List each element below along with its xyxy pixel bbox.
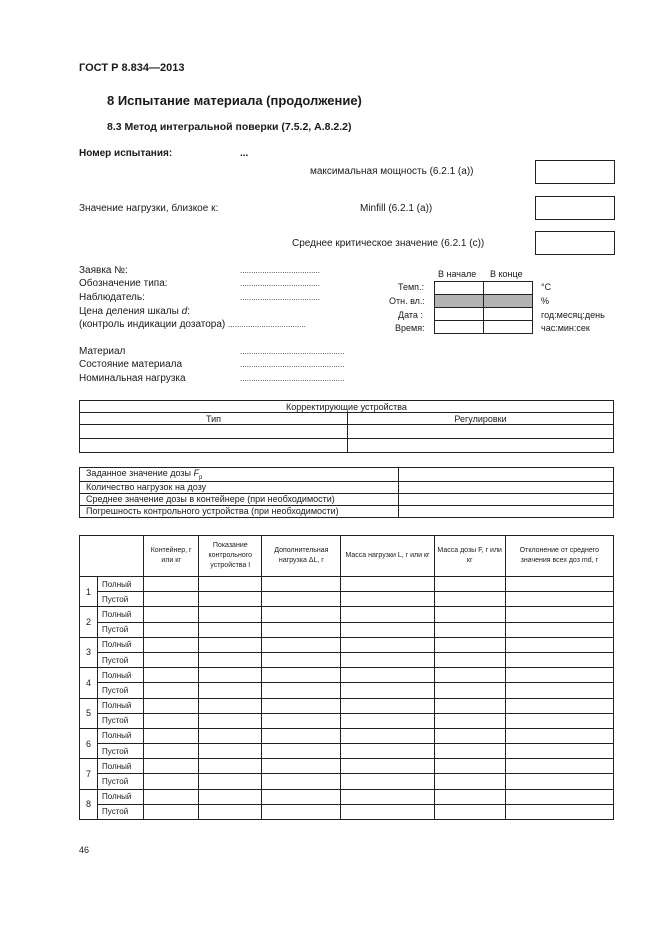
corrective-title: Корректирующие устройства [80,401,614,413]
result-cell[interactable] [341,668,434,683]
result-cell[interactable] [505,713,613,728]
result-cell[interactable] [434,577,505,592]
state-full: Полный [98,759,144,774]
setpoint-sub: p [199,474,203,481]
state-empty: Пустой [98,652,144,667]
scale-colon: : [187,306,190,317]
result-cell[interactable] [199,774,262,789]
result-cell[interactable] [199,789,262,804]
date-start[interactable] [435,308,484,321]
result-cell[interactable] [341,622,434,637]
result-cell[interactable] [434,713,505,728]
type-label: Обозначение типа: [79,278,168,289]
state-full: Полный [98,637,144,652]
col-start-label: В начале [438,269,477,279]
result-cell[interactable] [505,607,613,622]
row-number: 4 [80,668,98,698]
table-row [80,683,614,698]
result-cell[interactable] [505,759,613,774]
result-cell[interactable] [505,774,613,789]
result-cell[interactable] [144,592,199,607]
cell[interactable] [348,439,614,453]
result-cell[interactable] [341,607,434,622]
row-number: 6 [80,728,98,758]
temp-end[interactable] [484,282,533,295]
minfill-label: Minfill (6.2.1 (а)) [360,203,433,214]
result-cell[interactable] [434,637,505,652]
result-cell[interactable] [144,622,199,637]
result-cell[interactable] [144,713,199,728]
load-value-label: Значение нагрузки, близкое к: [79,203,219,214]
result-cell[interactable] [505,622,613,637]
table-row [80,493,614,505]
ctrl-error-label: Погрешность контрольного устройства (при необходимости) [80,505,399,517]
result-cell[interactable] [144,607,199,622]
result-cell[interactable] [199,683,262,698]
result-cell[interactable] [341,759,434,774]
col-type: Тип [80,413,348,425]
state-full: Полный [98,698,144,713]
humidity-label: Отн. вл.: [389,296,425,306]
result-cell[interactable] [144,759,199,774]
result-cell[interactable] [434,622,505,637]
table-row [80,744,614,759]
result-cell[interactable] [505,744,613,759]
result-cell[interactable] [341,652,434,667]
loads-per-dose-field[interactable] [399,481,614,493]
critical-value-label: Среднее критическое значение (6.2.1 (c)) [292,238,485,249]
time-start[interactable] [435,321,484,334]
observer-field[interactable]: .................................... [240,293,321,302]
result-cell[interactable] [434,744,505,759]
corrective-title-row [80,401,614,413]
application-field[interactable]: .................................... [240,266,321,275]
header-container: Контейнер, г или кг [144,536,199,577]
dose-table [79,467,614,518]
scale-variable: d [181,306,188,317]
result-cell[interactable] [434,592,505,607]
result-cell[interactable] [144,683,199,698]
unit-temp: °С [541,282,552,292]
result-cell[interactable] [199,728,262,743]
state-empty: Пустой [98,774,144,789]
result-cell[interactable] [144,804,199,819]
cell[interactable] [80,439,348,453]
corrective-header-row [80,413,614,425]
header-indication: Показание контрольного устройства I [199,536,262,577]
row-number: 5 [80,698,98,728]
row-number: 8 [80,789,98,819]
result-cell[interactable] [199,652,262,667]
header-additional-load: Дополнительная нагрузка ΔL, г [262,536,341,577]
header-deviation: Отклонение от среднего значения всех доз md, г [505,536,613,577]
result-cell[interactable] [341,728,434,743]
type-field[interactable]: .................................... [240,279,321,288]
setpoint-var: F [193,468,200,478]
ctrl-error-field[interactable] [399,505,614,517]
row-number: 3 [80,637,98,667]
temp-start[interactable] [435,282,484,295]
result-cell[interactable] [199,637,262,652]
table-row [80,728,614,743]
unit-date: год:месяц:день [541,310,605,320]
state-empty: Пустой [98,713,144,728]
result-cell[interactable] [199,592,262,607]
result-cell[interactable] [262,804,341,819]
result-cell[interactable] [262,652,341,667]
condition-label: Состояние материала [79,359,183,370]
table-row [80,759,614,774]
nominal-label: Номинальная нагрузка [79,373,186,384]
result-cell[interactable] [144,789,199,804]
table-row [80,505,614,517]
table-row [80,425,614,439]
state-empty: Пустой [98,592,144,607]
result-cell[interactable] [199,577,262,592]
row-number: 2 [80,607,98,637]
state-full: Полный [98,668,144,683]
result-cell[interactable] [505,804,613,819]
table-row [80,698,614,713]
section-subtitle: 8.3 Метод интегральной поверки (7.5.2, А.8.2.2) [107,121,352,133]
col-adjustments: Регулировки [348,413,614,425]
state-full: Полный [98,577,144,592]
result-cell[interactable] [434,698,505,713]
minfill-field[interactable] [535,196,615,220]
result-cell[interactable] [341,713,434,728]
result-cell[interactable] [199,607,262,622]
result-cell[interactable] [341,804,434,819]
result-cell[interactable] [144,637,199,652]
result-cell[interactable] [262,744,341,759]
material-field[interactable]: ............................................... [240,347,345,356]
result-cell[interactable] [505,592,613,607]
result-cell[interactable] [262,759,341,774]
table-row [80,577,614,592]
temp-label: Темп.: [398,282,425,292]
table-row [80,637,614,652]
results-header-row [80,536,614,577]
result-cell[interactable] [262,728,341,743]
table-row [80,439,614,453]
result-cell[interactable] [144,668,199,683]
result-cell[interactable] [341,789,434,804]
result-cell[interactable] [199,759,262,774]
scale-label-text: Цена деления шкалы [79,306,179,317]
result-cell[interactable] [199,713,262,728]
header-dose-mass: Масса дозы F, г или кг [434,536,505,577]
result-cell[interactable] [505,728,613,743]
loads-per-dose-label: Количество нагрузок на дозу [80,481,399,493]
result-cell[interactable] [341,698,434,713]
table-row [80,804,614,819]
date-end[interactable] [484,308,533,321]
result-cell[interactable] [199,804,262,819]
material-label: Материал [79,346,126,357]
humidity-end[interactable] [484,295,533,308]
result-cell[interactable] [434,652,505,667]
avg-dose-label: Среднее значение дозы в контейнере (при необходимости) [80,493,399,505]
result-cell[interactable] [341,744,434,759]
result-cell[interactable] [199,744,262,759]
humidity-start[interactable] [435,295,484,308]
cell[interactable] [348,425,614,439]
result-cell[interactable] [434,668,505,683]
setpoint-label [80,468,399,482]
row-number: 1 [80,577,98,607]
result-cell[interactable] [434,789,505,804]
state-empty: Пустой [98,683,144,698]
condition-field[interactable]: ............................................... [240,360,345,369]
row-number: 7 [80,759,98,789]
setpoint-text: Заданное значение дозы [86,468,192,478]
result-cell[interactable] [144,652,199,667]
col-end-label: В конце [490,269,523,279]
page-number: 46 [79,845,90,855]
header-load-mass: Масса нагрузки L, г или кг [341,536,434,577]
result-cell[interactable] [434,774,505,789]
result-cell[interactable] [505,698,613,713]
result-cell[interactable] [262,592,341,607]
application-label: Заявка №: [79,265,128,276]
scale-label [79,306,190,317]
result-cell[interactable] [434,804,505,819]
result-cell[interactable] [434,607,505,622]
result-cell[interactable] [505,668,613,683]
nominal-field[interactable]: ............................................... [240,374,345,383]
table-row [80,468,614,482]
result-cell[interactable] [262,577,341,592]
result-cell[interactable] [199,698,262,713]
result-cell[interactable] [144,728,199,743]
state-full: Полный [98,728,144,743]
table-row [80,774,614,789]
result-cell[interactable] [341,774,434,789]
result-cell[interactable] [262,789,341,804]
result-cell[interactable] [505,577,613,592]
critical-value-field[interactable] [535,231,615,255]
result-cell[interactable] [262,713,341,728]
table-row [80,607,614,622]
header-empty [80,536,144,577]
result-cell[interactable] [262,668,341,683]
result-cell[interactable] [262,683,341,698]
result-cell[interactable] [434,759,505,774]
result-cell[interactable] [341,592,434,607]
result-cell[interactable] [262,607,341,622]
result-cell[interactable] [505,683,613,698]
control-label-text: (контроль индикации дозатора) [79,319,226,330]
state-empty: Пустой [98,622,144,637]
result-cell[interactable] [505,789,613,804]
result-cell[interactable] [262,637,341,652]
corrective-devices-table [79,400,614,453]
result-cell[interactable] [505,652,613,667]
table-row [80,652,614,667]
humidity-row [435,295,533,308]
unit-humidity: % [541,296,550,306]
state-full: Полный [98,607,144,622]
result-cell[interactable] [341,683,434,698]
state-empty: Пустой [98,744,144,759]
date-row [435,308,533,321]
state-empty: Пустой [98,804,144,819]
table-row [80,592,614,607]
table-row [80,668,614,683]
result-cell[interactable] [144,774,199,789]
observer-label: Наблюдатель: [79,292,145,303]
date-label: Дата : [398,310,423,320]
result-cell[interactable] [434,683,505,698]
table-row [80,481,614,493]
test-number-label: Номер испытания: [79,148,173,159]
max-power-field[interactable] [535,160,615,184]
time-row [435,321,533,334]
result-cell[interactable] [144,577,199,592]
temp-row [435,282,533,295]
result-cell[interactable] [262,774,341,789]
result-cell[interactable] [144,698,199,713]
result-cell[interactable] [199,668,262,683]
table-row [80,622,614,637]
control-field[interactable]: ................................... [228,320,306,329]
table-row [80,789,614,804]
table-row [80,713,614,728]
result-cell[interactable] [341,637,434,652]
setpoint-field[interactable] [399,468,614,482]
test-number-value: ... [240,148,249,159]
state-full: Полный [98,789,144,804]
result-cell[interactable] [434,728,505,743]
max-power-label: максимальная мощность (6.2.1 (а)) [310,166,474,177]
document-code: ГОСТ Р 8.834—2013 [79,62,185,74]
avg-dose-field[interactable] [399,493,614,505]
time-label: Время: [395,323,425,333]
time-end[interactable] [484,321,533,334]
result-cell[interactable] [505,637,613,652]
result-cell[interactable] [262,698,341,713]
conditions-table [434,281,533,334]
unit-time: час:мин:сек [541,323,590,333]
control-label [79,319,306,330]
result-cell[interactable] [341,577,434,592]
result-cell[interactable] [144,744,199,759]
results-body [80,577,614,820]
result-cell[interactable] [199,622,262,637]
cell[interactable] [80,425,348,439]
section-title: 8 Испытание материала (продолжение) [107,93,362,108]
result-cell[interactable] [262,622,341,637]
results-table [79,535,614,820]
